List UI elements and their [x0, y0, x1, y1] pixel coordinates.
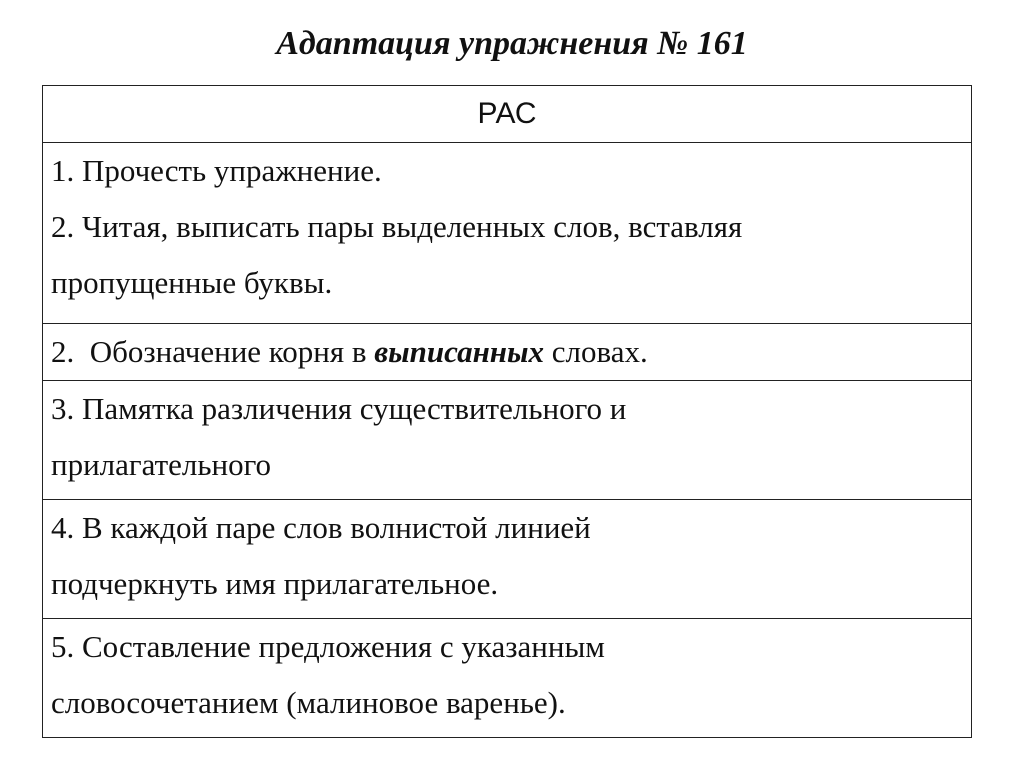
step-line: 2. Читая, выписать пары выделенных слов, вставляя	[51, 209, 743, 244]
step-cell-4	[43, 500, 972, 619]
table-header-row	[43, 86, 972, 143]
step-line: подчеркнуть имя прилагательное.	[51, 566, 499, 601]
step-line: пропущенные буквы.	[51, 265, 333, 300]
step-line	[51, 324, 963, 380]
step-line: прилагательного	[51, 447, 272, 482]
step-cell-5	[43, 619, 972, 738]
step-text-before: 2. Обозначение корня в	[51, 334, 375, 369]
step-cell-2	[43, 324, 972, 381]
step-cell-3	[43, 381, 972, 500]
table-row	[43, 143, 972, 324]
table-row	[43, 500, 972, 619]
table-row	[43, 381, 972, 500]
step-cell-1	[43, 143, 972, 324]
table-row	[43, 619, 972, 738]
instructions-table	[42, 85, 972, 738]
table-header-cell: РАС	[43, 86, 972, 143]
page-title: Адаптация упражнения № 161	[276, 25, 748, 62]
step-line: 1. Прочесть упражнение.	[51, 153, 382, 188]
step-text-after: словах.	[544, 334, 648, 369]
step-line: 3. Памятка различения существительного и	[51, 391, 627, 426]
step-line: 4. В каждой паре слов волнистой линией	[51, 510, 591, 545]
step-line: словосочетанием (малиновое варенье).	[51, 685, 566, 720]
step-text-emphasis: выписанных	[374, 334, 545, 369]
table-row	[43, 324, 972, 381]
step-line: 5. Составление предложения с указанным	[51, 629, 605, 664]
